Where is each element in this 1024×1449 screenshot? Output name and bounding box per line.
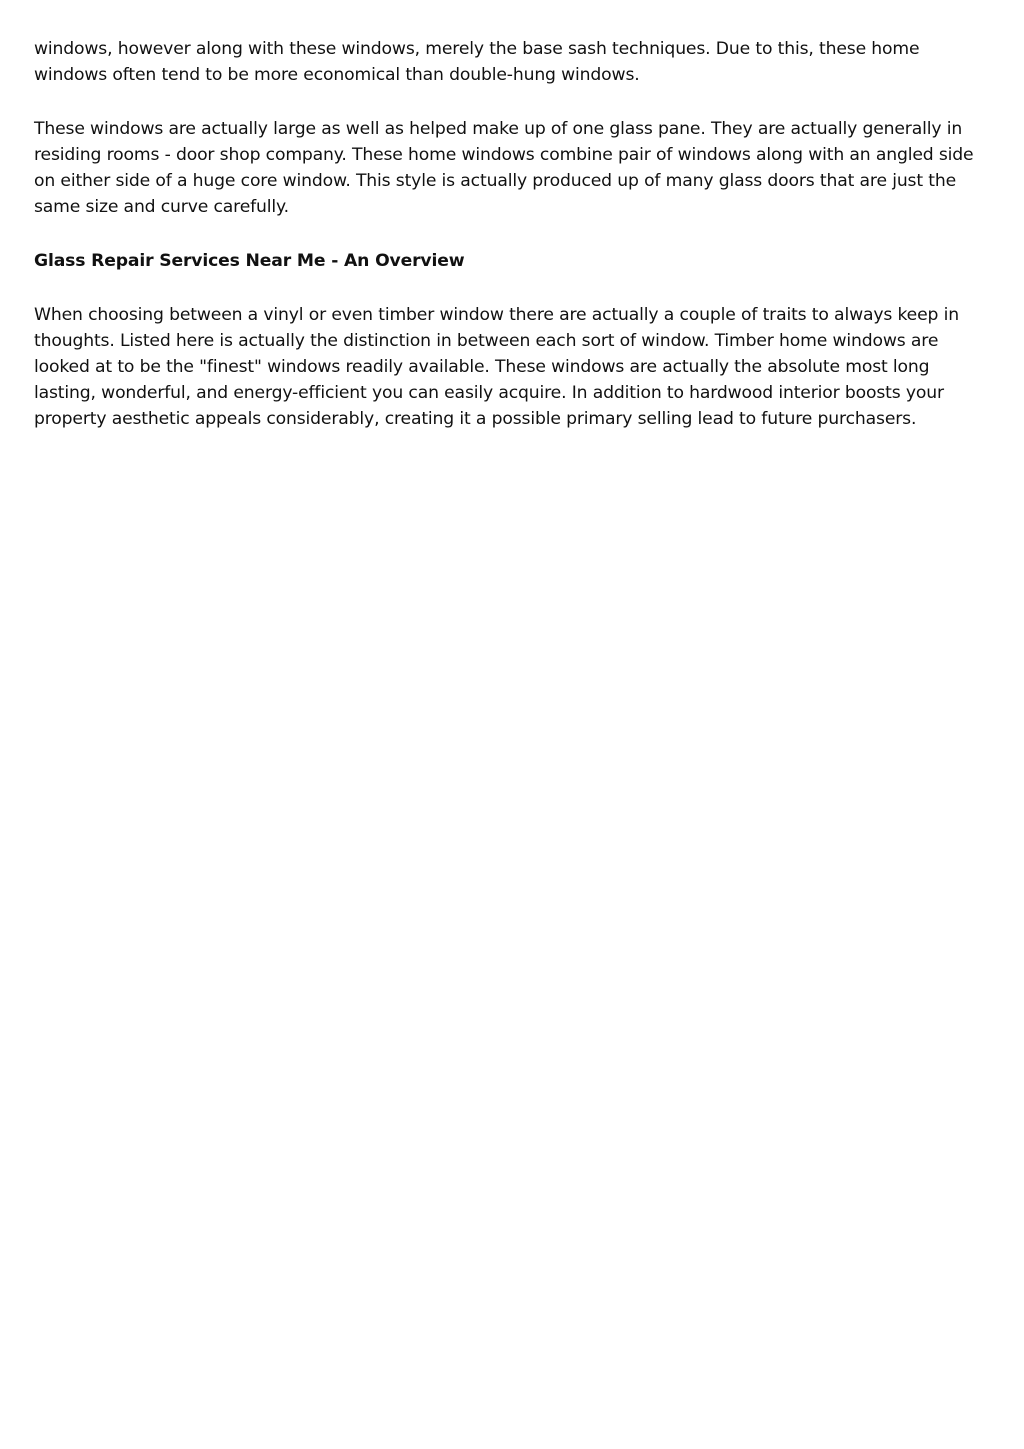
section-heading: Glass Repair Services Near Me - An Overview (34, 251, 465, 271)
paragraph-1: windows, however along with these windows, merely the base sash techniques. Due to this, these home windows often tend to be more economical than double-hung windows. (34, 39, 920, 85)
paragraph-3: When choosing between a vinyl or even timber window there are actually a couple of traits to always keep in thoughts. Listed here is actually the distinction in between each sort of window. Timber home windows are looked at to be the "finest" windows readily available. These windows are actually the absolute most long lasting, wonderful, and energy-efficient you can easily acquire. In addition to hardwood interior boosts your property aesthetic appeals considerably, creating it a possible primary selling lead to future purchasers. (34, 305, 959, 429)
paragraph-2: These windows are actually large as well as helped make up of one glass pane. They are actually generally in residing rooms - door shop company. These home windows combine pair of windows along with an angled side on either side of a huge core window. This style is actually produced up of many glass doors that are just the same size and curve carefully. (34, 119, 974, 217)
document-page (34, 36, 994, 460)
